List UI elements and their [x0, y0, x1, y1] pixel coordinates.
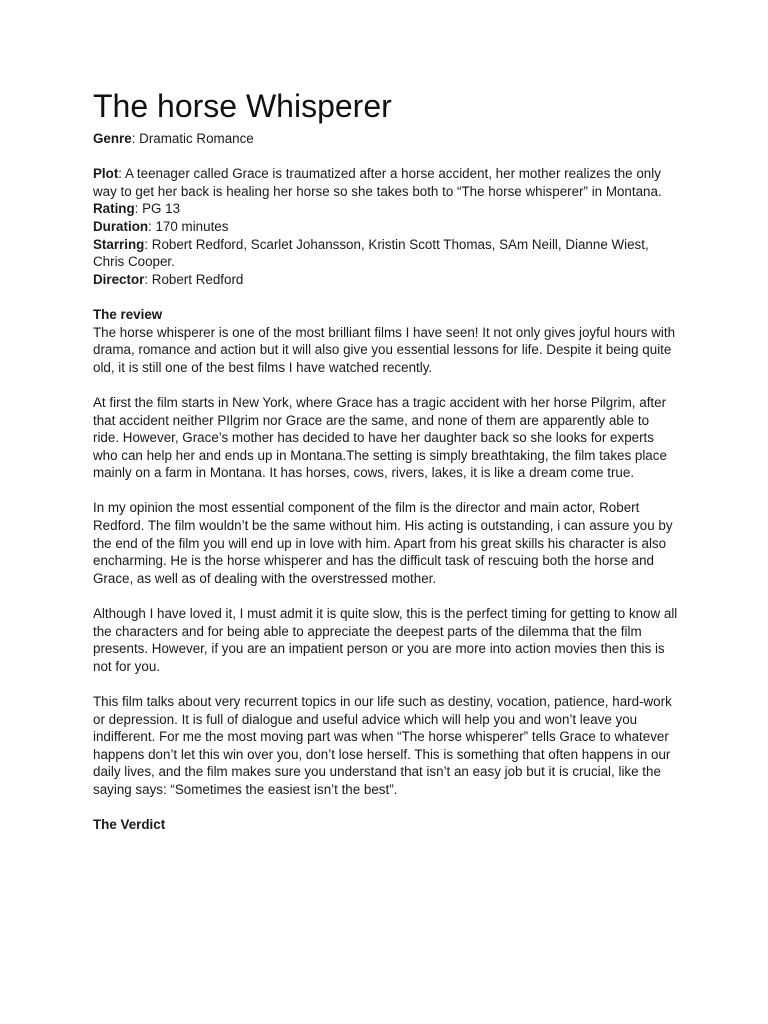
review-paragraph-1: The horse whisperer is one of the most brilliant films I have seen! It not only gives joyful hours with drama, romance and action but it will also give you essential lessons for life. Despite it being quite old, it is still one of the best films I have watched recently. [93, 324, 676, 375]
review-paragraph-3: In my opinion the most essential component of the film is the director and main actor, Robert Redford. The film wouldn’t be the same without him. His acting is outstanding, i can assure you by the end of the film you will end up in love with him. Apart from his great skills his character is also encharming. He is the horse whisperer and has the difficult task of rescuing both the horse and Grace, as well as of dealing with the overstressed mother. [93, 500, 673, 586]
director-value: : Robert Redford [144, 271, 244, 287]
director-label: Director [93, 271, 145, 287]
rating-value: : PG 13 [134, 201, 181, 217]
duration-label: Duration [93, 218, 149, 234]
starring-value: : Robert Redford, Scarlet Johansson, Kristin Scott Thomas, SAm Neill, Dianne Wiest, Chris Cooper. [93, 236, 649, 270]
review-paragraph-2: At first the film starts in New York, where Grace has a tragic accident with her horse Pilgrim, after that accident neither PIlgrim nor Grace are the same, and none of them are apparently able to ride. However, Grace’s mother has decided to have her daughter back so she looks for experts who can help her and ends up in Montana.The setting is simply breathtaking, the film takes place mainly on a farm in Montana. It has horses, cows, rivers, lakes, it is like a dream come true. [93, 394, 667, 481]
verdict-heading: The Verdict [93, 817, 166, 833]
rating-line [93, 200, 678, 218]
document-body [93, 130, 678, 834]
review-paragraph-4: Although I have loved it, I must admit it is quite slow, this is the perfect timing for getting to know all the characters and for being able to appreciate the deepest parts of the dilemma that the film presents. However, if you are an impatient person or you are more into action movies then this is not for you. [93, 606, 678, 674]
plot-label: Plot [93, 166, 119, 182]
spacer [93, 675, 678, 693]
plot-value: : A teenager called Grace is traumatized after a horse accident, her mother realizes the only way to get her back is healing her horse so she takes both to “The horse whisperer” in Montana. [93, 166, 662, 199]
starring-label: Starring [93, 236, 145, 252]
duration-value: : 170 minutes [148, 218, 229, 234]
director-line [93, 271, 678, 289]
spacer [93, 482, 678, 500]
spacer [93, 587, 678, 605]
starring-line [93, 236, 678, 271]
genre-line [93, 130, 678, 148]
rating-label: Rating [93, 201, 135, 217]
genre-label: Genre [93, 131, 132, 146]
spacer [93, 799, 678, 817]
spacer [93, 376, 678, 394]
spacer [93, 148, 678, 166]
spacer [93, 288, 678, 306]
genre-value: : Dramatic Romance [131, 131, 254, 146]
plot-line [93, 165, 678, 200]
document-title: The horse Whisperer [93, 88, 392, 124]
review-heading: The review [93, 306, 163, 322]
duration-line [93, 218, 678, 236]
review-paragraph-5: This film talks about very recurrent topics in our life such as destiny, vocation, patience, hard-work or depression. It is full of dialogue and useful advice which will help you and won’t leave you indifferent. For me the most moving part was when “The horse whisperer” tells Grace to whatever happens don’t let this win over you, don’t lose herself. This is something that often happens in our daily lives, and the film makes sure you understand that isn’t an easy job but it is crucial, like the saying says: “Sometimes the easiest isn’t the best”. [93, 694, 672, 797]
